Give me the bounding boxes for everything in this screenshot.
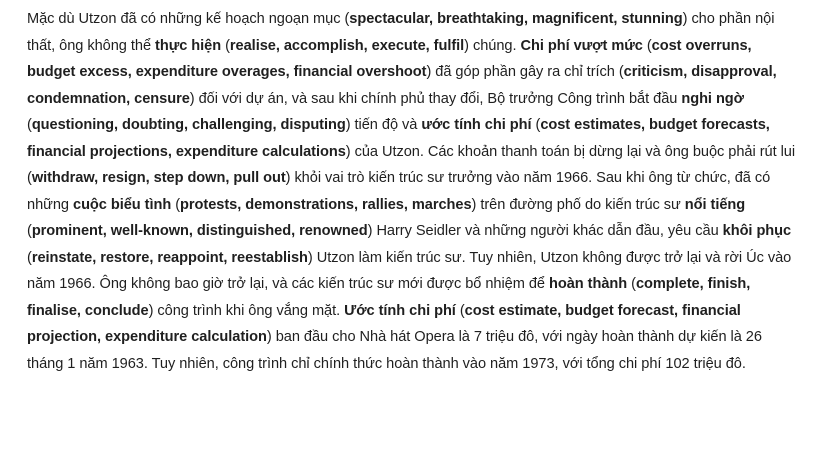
text-segment: ) công trình khi ông vắng mặt.	[148, 302, 345, 319]
bold-term: prominent, well-known, distinguished, renowned	[31, 223, 368, 239]
text-segment: ) Utzon làm kiến trúc sư. Tuy nhiên, Utzon không được trở lại và rời Úc vào năm 1966. Ông không bao giờ trở lại, và các kiến trúc sư mới được bổ nhiệm để	[27, 249, 792, 292]
text-segment: ) đã góp phần gây ra chỉ trích (	[426, 64, 624, 80]
text-segment: ) cho phần nội thất, ông không thể	[27, 11, 775, 54]
bold-term: khôi phục	[722, 223, 792, 239]
text-segment: (	[221, 37, 230, 54]
text-segment: (	[27, 249, 32, 266]
bold-term: nổi tiếng	[684, 196, 746, 213]
bold-term: Chi phí vượt mức	[520, 37, 643, 54]
bold-term: ước tính chi phí	[421, 117, 532, 133]
bold-term: withdraw, resign, step down, pull out	[31, 170, 286, 186]
text-segment: (	[642, 37, 652, 54]
bold-term: hoàn thành	[548, 276, 628, 292]
bold-term: cost overruns, budget excess, expenditure overages, financial overshoot	[27, 37, 752, 80]
text-segment: (	[627, 276, 636, 292]
text-segment: ) ban đầu cho Nhà hát Opera là 7 triệu đô, với ngày hoàn thành dự kiến là 26 tháng 1 năm 1963. Tuy nhiên, công trình chỉ chính thức hoàn thành vào năm 1973, với tổng chi phí 102 triệu đô.	[27, 329, 762, 372]
text-segment: ) của Utzon. Các khoản thanh toán bị dừng lại và ông buộc phải rút lui (	[27, 143, 796, 186]
bold-term: criticism, disapproval, condemnation, censure	[27, 64, 777, 107]
bold-term: reinstate, restore, reappoint, reestablish	[31, 249, 308, 266]
bold-term: cuộc biểu tình	[73, 196, 172, 213]
text-segment: ) đối với dự án, và sau khi chính phủ thay đổi, Bộ trưởng Công trình bắt đầu	[189, 90, 682, 107]
text-segment: (	[455, 302, 465, 319]
text-segment: ) Harry Seidler và những người khác dẫn đầu, yêu cầu	[367, 223, 723, 239]
bold-term: complete, finish, finalise, conclude	[27, 276, 751, 319]
bold-term: thực hiện	[155, 37, 222, 54]
text-segment: (	[531, 117, 541, 133]
bold-term: Ước tính chi phí	[344, 302, 456, 319]
text-segment: (	[171, 196, 181, 213]
bold-term: nghi ngờ	[681, 90, 745, 107]
bold-term: cost estimates, budget forecasts, financial projections, expenditure calculations	[27, 117, 770, 160]
bold-term: cost estimate, budget forecast, financial projection, expenditure calculation	[27, 302, 741, 345]
bold-term: questioning, doubting, challenging, disputing	[31, 117, 346, 133]
document-paragraph	[27, 6, 797, 377]
text-segment: ) trên đường phố do kiến trúc sư	[471, 196, 685, 213]
bold-term: protests, demonstrations, rallies, marches	[180, 196, 472, 213]
text-segment: ) khỏi vai trò kiến trúc sư trưởng vào năm 1966. Sau khi ông từ chức, đã có những	[27, 170, 771, 213]
text-segment: ) tiến độ và	[345, 117, 422, 133]
text-segment: Mặc dù Utzon đã có những kế hoạch ngoạn mục (	[27, 11, 350, 27]
bold-term: realise, accomplish, execute, fulfil	[229, 37, 465, 54]
text-segment: ) chúng.	[464, 37, 521, 54]
bold-term: spectacular, breathtaking, magnificent, stunning	[349, 11, 683, 27]
text-segment: (	[27, 223, 32, 239]
text-segment: (	[27, 117, 32, 133]
